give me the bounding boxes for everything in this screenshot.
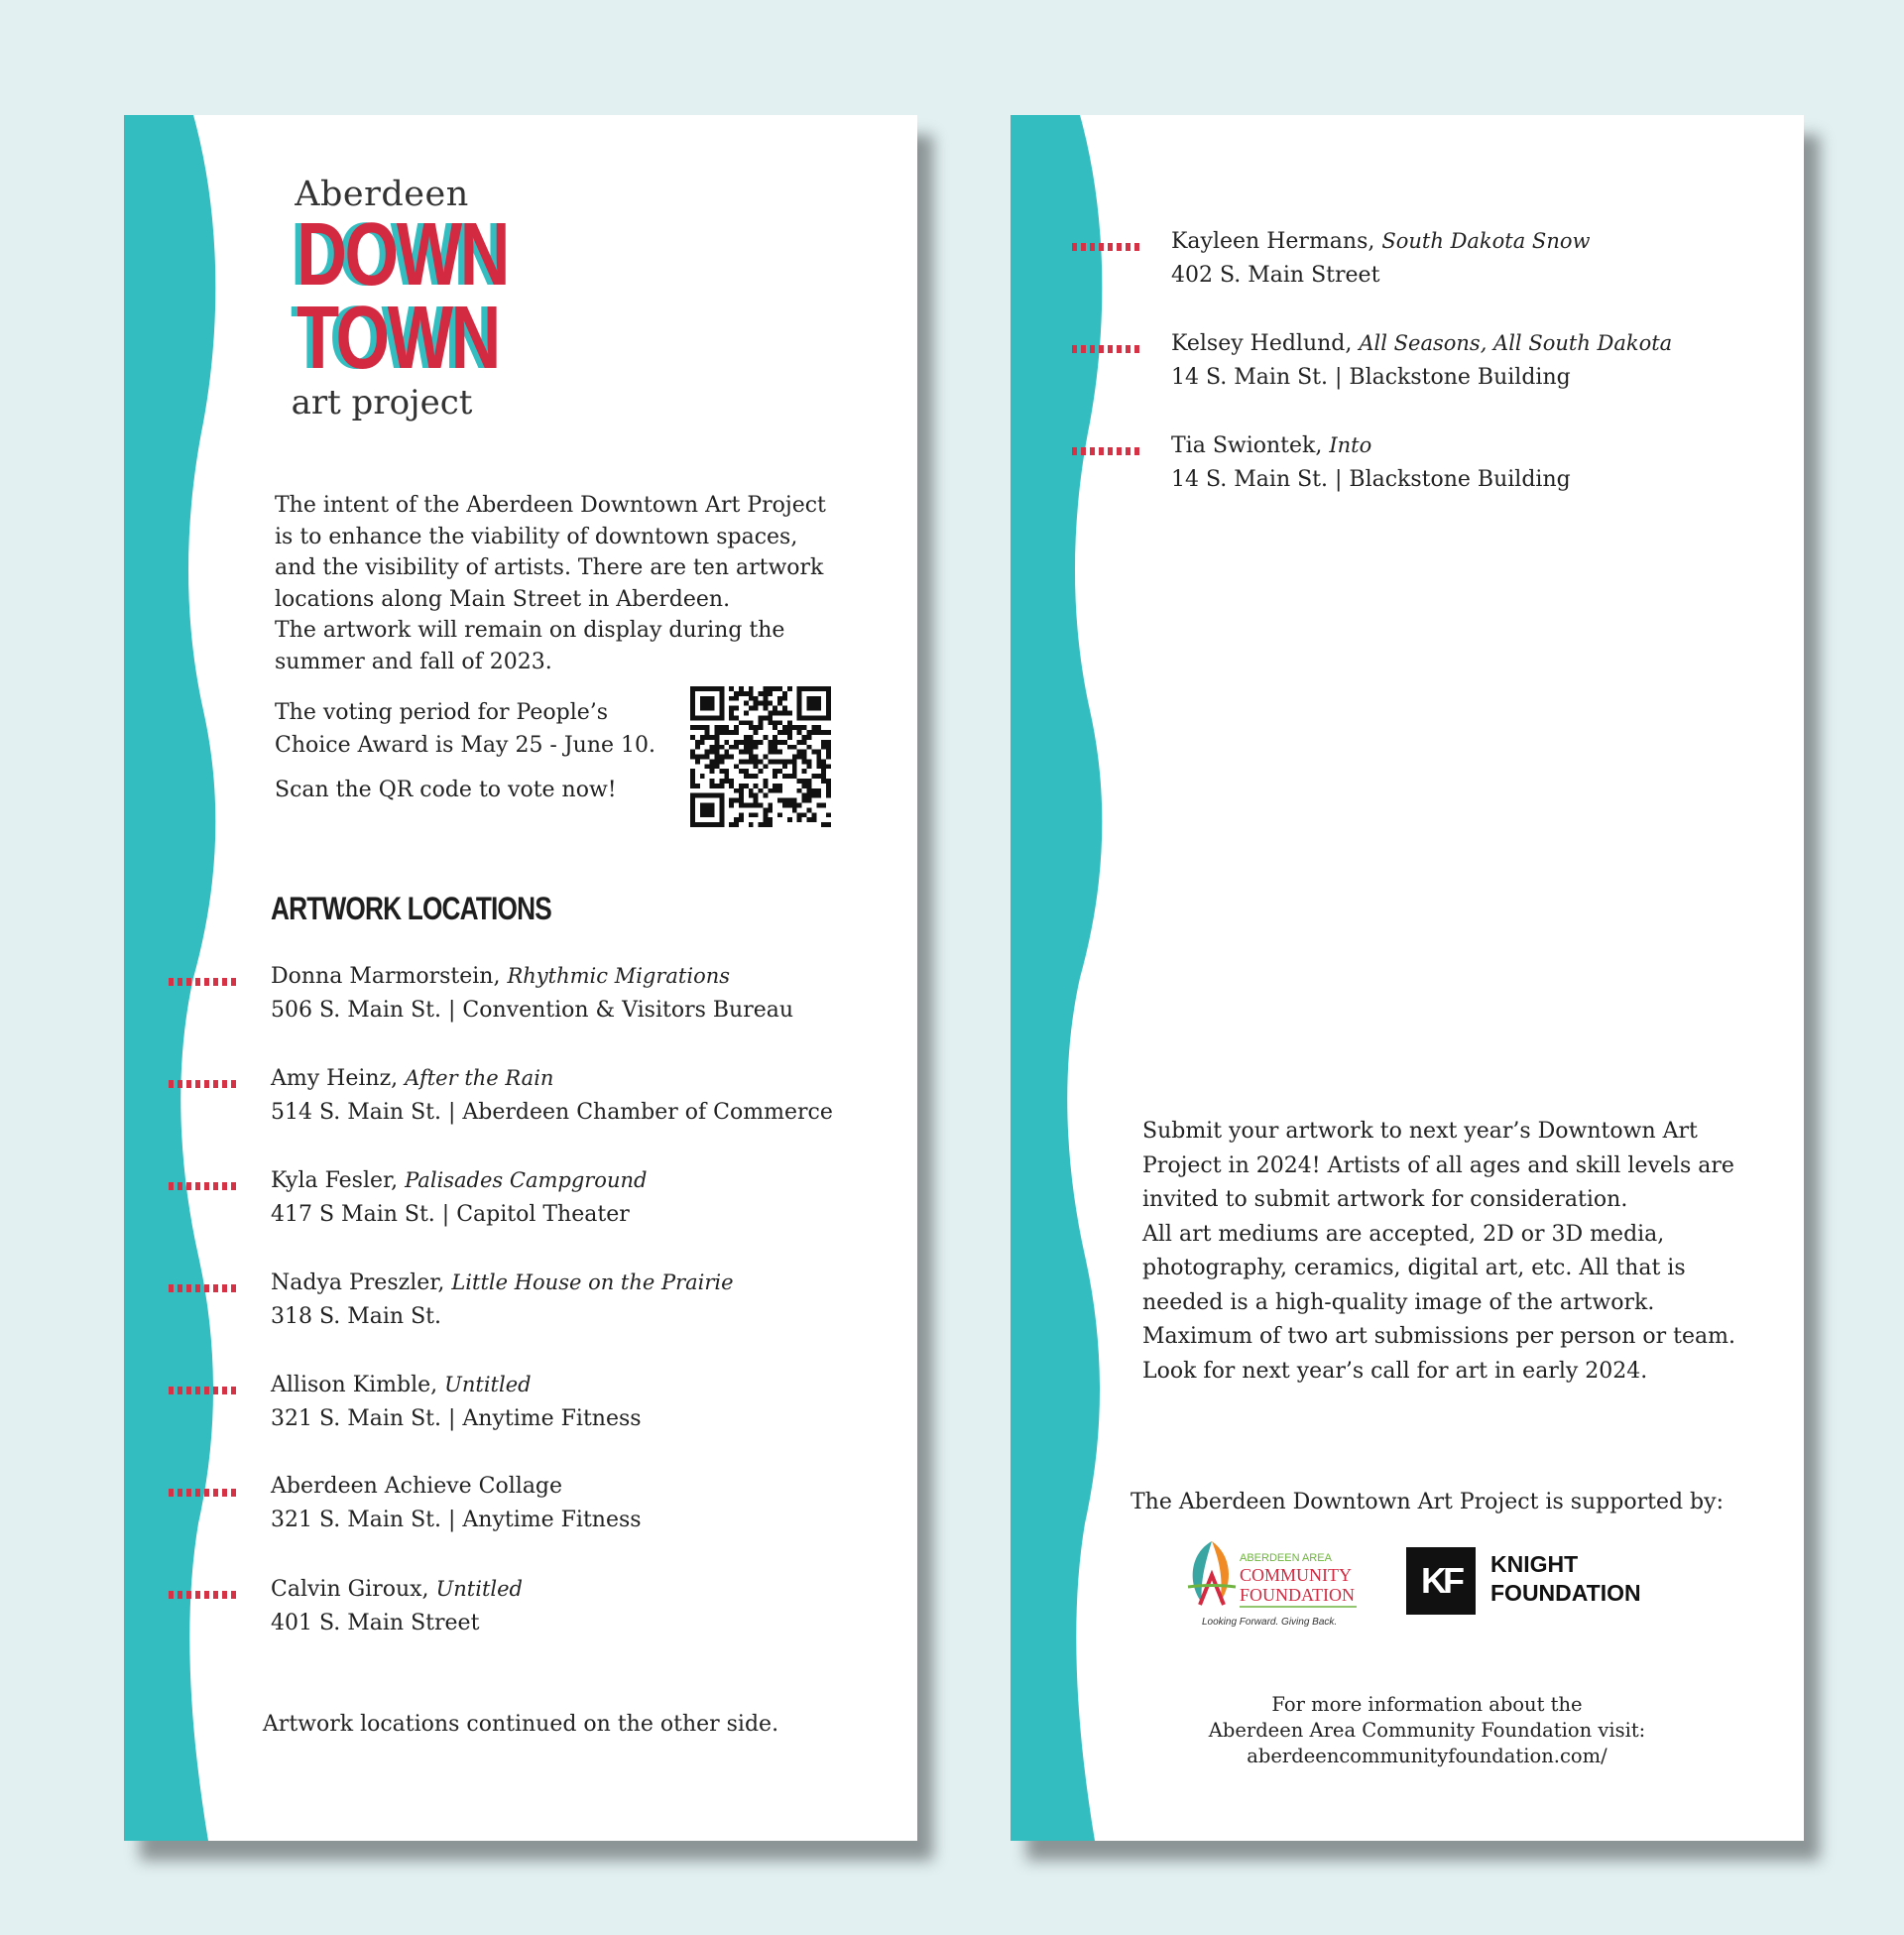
intro-line: and the visibility of artists. There are ten artwork bbox=[275, 555, 824, 580]
location-entry bbox=[1171, 428, 1571, 497]
submit-line: photography, ceramics, digital art, etc. All that is bbox=[1142, 1256, 1686, 1280]
location-marker-icon bbox=[169, 1591, 240, 1599]
location-entry bbox=[271, 1061, 833, 1130]
location-address: 321 S. Main St. | Anytime Fitness bbox=[271, 1508, 642, 1532]
location-address: 14 S. Main St. | Blackstone Building bbox=[1171, 467, 1571, 492]
location-marker-icon bbox=[169, 1489, 240, 1497]
location-entry bbox=[271, 959, 793, 1028]
artist-name: Kyla Fesler, bbox=[271, 1168, 399, 1193]
logo-art-project-text: art project bbox=[291, 383, 473, 423]
location-address: 401 S. Main Street bbox=[271, 1611, 480, 1635]
location-marker-icon bbox=[1072, 345, 1143, 353]
location-entry bbox=[271, 1266, 734, 1334]
acf-line1: ABERDEEN AREA bbox=[1240, 1552, 1332, 1564]
artist-name: Kayleen Hermans, bbox=[1171, 229, 1375, 254]
location-address: 318 S. Main St. bbox=[271, 1304, 442, 1329]
continued-note: Artwork locations continued on the other side. bbox=[262, 1712, 779, 1737]
artwork-title: Into bbox=[1329, 433, 1372, 457]
knight-foundation-name bbox=[1490, 1550, 1641, 1608]
intro-line: locations along Main Street in Aberdeen. bbox=[275, 586, 731, 612]
location-address: 321 S. Main St. | Anytime Fitness bbox=[271, 1406, 642, 1431]
location-address: 417 S Main St. | Capitol Theater bbox=[271, 1202, 630, 1227]
location-entry bbox=[1171, 224, 1590, 293]
artist-name: Allison Kimble, bbox=[271, 1373, 438, 1397]
intro-line: is to enhance the viability of downtown spaces, bbox=[275, 524, 798, 549]
submit-line: All art mediums are accepted, 2D or 3D media, bbox=[1142, 1221, 1665, 1247]
voting-line: Choice Award is May 25 - June 10. bbox=[275, 733, 656, 758]
location-entry bbox=[271, 1470, 642, 1537]
submit-line: invited to submit artwork for consideration. bbox=[1142, 1187, 1628, 1212]
logo-down-text: DOWN bbox=[297, 205, 509, 304]
logo-town-text: TOWN bbox=[297, 289, 500, 388]
intro-line: The intent of the Aberdeen Downtown Art Project bbox=[275, 493, 826, 518]
location-marker-icon bbox=[1072, 243, 1143, 251]
artist-name: Kelsey Hedlund, bbox=[1171, 331, 1353, 356]
intro-line: summer and fall of 2023. bbox=[275, 649, 552, 674]
artist-name: Amy Heinz, bbox=[271, 1066, 399, 1091]
voting-period-text bbox=[275, 696, 671, 762]
supported-by-text: The Aberdeen Downtown Art Project is supported by: bbox=[1130, 1490, 1724, 1514]
knight-line2: FOUNDATION bbox=[1490, 1580, 1641, 1606]
submit-line: Project in 2024! Artists of all ages and skill levels are bbox=[1142, 1152, 1734, 1178]
artist-name: Tia Swiontek, bbox=[1171, 433, 1323, 458]
voting-line: The voting period for People’s bbox=[275, 700, 609, 725]
artwork-title: Palisades Campground bbox=[405, 1168, 648, 1192]
location-address: 514 S. Main St. | Aberdeen Chamber of Commerce bbox=[271, 1100, 833, 1125]
front-panel bbox=[124, 115, 917, 1841]
location-entry bbox=[271, 1572, 523, 1640]
location-address: 14 S. Main St. | Blackstone Building bbox=[1171, 365, 1571, 390]
artist-name: Aberdeen Achieve Collage bbox=[271, 1474, 563, 1499]
artist-name: Calvin Giroux, bbox=[271, 1577, 429, 1602]
foundation-url-link[interactable]: aberdeencommunityfoundation.com/ bbox=[1247, 1745, 1607, 1767]
submit-line: Look for next year’s call for art in early 2024. bbox=[1142, 1358, 1648, 1384]
artist-name: Nadya Preszler, bbox=[271, 1270, 445, 1295]
submit-line: needed is a high-quality image of the artwork. bbox=[1142, 1289, 1655, 1315]
intro-line: The artwork will remain on display during the bbox=[275, 618, 785, 643]
more-info-line: Aberdeen Area Community Foundation visit: bbox=[1208, 1719, 1646, 1742]
artist-name: Donna Marmorstein, bbox=[271, 964, 501, 989]
submit-line: Submit your artwork to next year’s Downtown Art bbox=[1142, 1119, 1698, 1144]
knight-foundation-mark-icon: KF bbox=[1406, 1547, 1476, 1615]
artwork-locations-heading: ARTWORK LOCATIONS bbox=[271, 891, 551, 926]
intro-paragraph bbox=[275, 490, 870, 677]
artwork-title: Little House on the Prairie bbox=[451, 1270, 734, 1294]
more-info-line: For more information about the bbox=[1271, 1693, 1583, 1716]
artwork-title: South Dakota Snow bbox=[1381, 229, 1591, 253]
artwork-title: Untitled bbox=[435, 1577, 523, 1601]
acf-line3: FOUNDATION bbox=[1240, 1585, 1355, 1605]
back-panel bbox=[1011, 115, 1804, 1841]
logo-aberdeen-text: Aberdeen bbox=[295, 175, 469, 214]
submission-paragraph bbox=[1142, 1115, 1777, 1389]
location-entry bbox=[271, 1368, 642, 1436]
location-entry bbox=[1171, 326, 1672, 395]
location-entry bbox=[271, 1163, 647, 1232]
qr-code-icon[interactable] bbox=[690, 686, 831, 827]
location-marker-icon bbox=[169, 1284, 240, 1292]
submit-line: Maximum of two art submissions per person or team. bbox=[1142, 1324, 1735, 1349]
location-marker-icon bbox=[1072, 447, 1143, 455]
location-marker-icon bbox=[169, 1080, 240, 1088]
acf-leaf-icon bbox=[1188, 1541, 1236, 1605]
knight-line1: KNIGHT bbox=[1490, 1551, 1579, 1577]
acf-line2: COMMUNITY bbox=[1240, 1565, 1353, 1585]
acf-tagline: Looking Forward. Giving Back. bbox=[1202, 1617, 1338, 1628]
location-marker-icon bbox=[169, 1182, 240, 1190]
location-address: 402 S. Main Street bbox=[1171, 263, 1380, 288]
more-info-block bbox=[1120, 1692, 1734, 1769]
location-address: 506 S. Main St. | Convention & Visitors Bureau bbox=[271, 998, 794, 1023]
scan-qr-instruction: Scan the QR code to vote now! bbox=[275, 778, 617, 802]
artwork-title: After the Rain bbox=[405, 1066, 554, 1090]
aberdeen-community-foundation-logo bbox=[1182, 1531, 1361, 1631]
artwork-title: Rhythmic Migrations bbox=[507, 964, 731, 988]
location-marker-icon bbox=[169, 978, 240, 986]
location-marker-icon bbox=[169, 1387, 240, 1394]
artwork-title: Untitled bbox=[444, 1373, 532, 1396]
artwork-title: All Seasons, All South Dakota bbox=[1359, 331, 1673, 355]
